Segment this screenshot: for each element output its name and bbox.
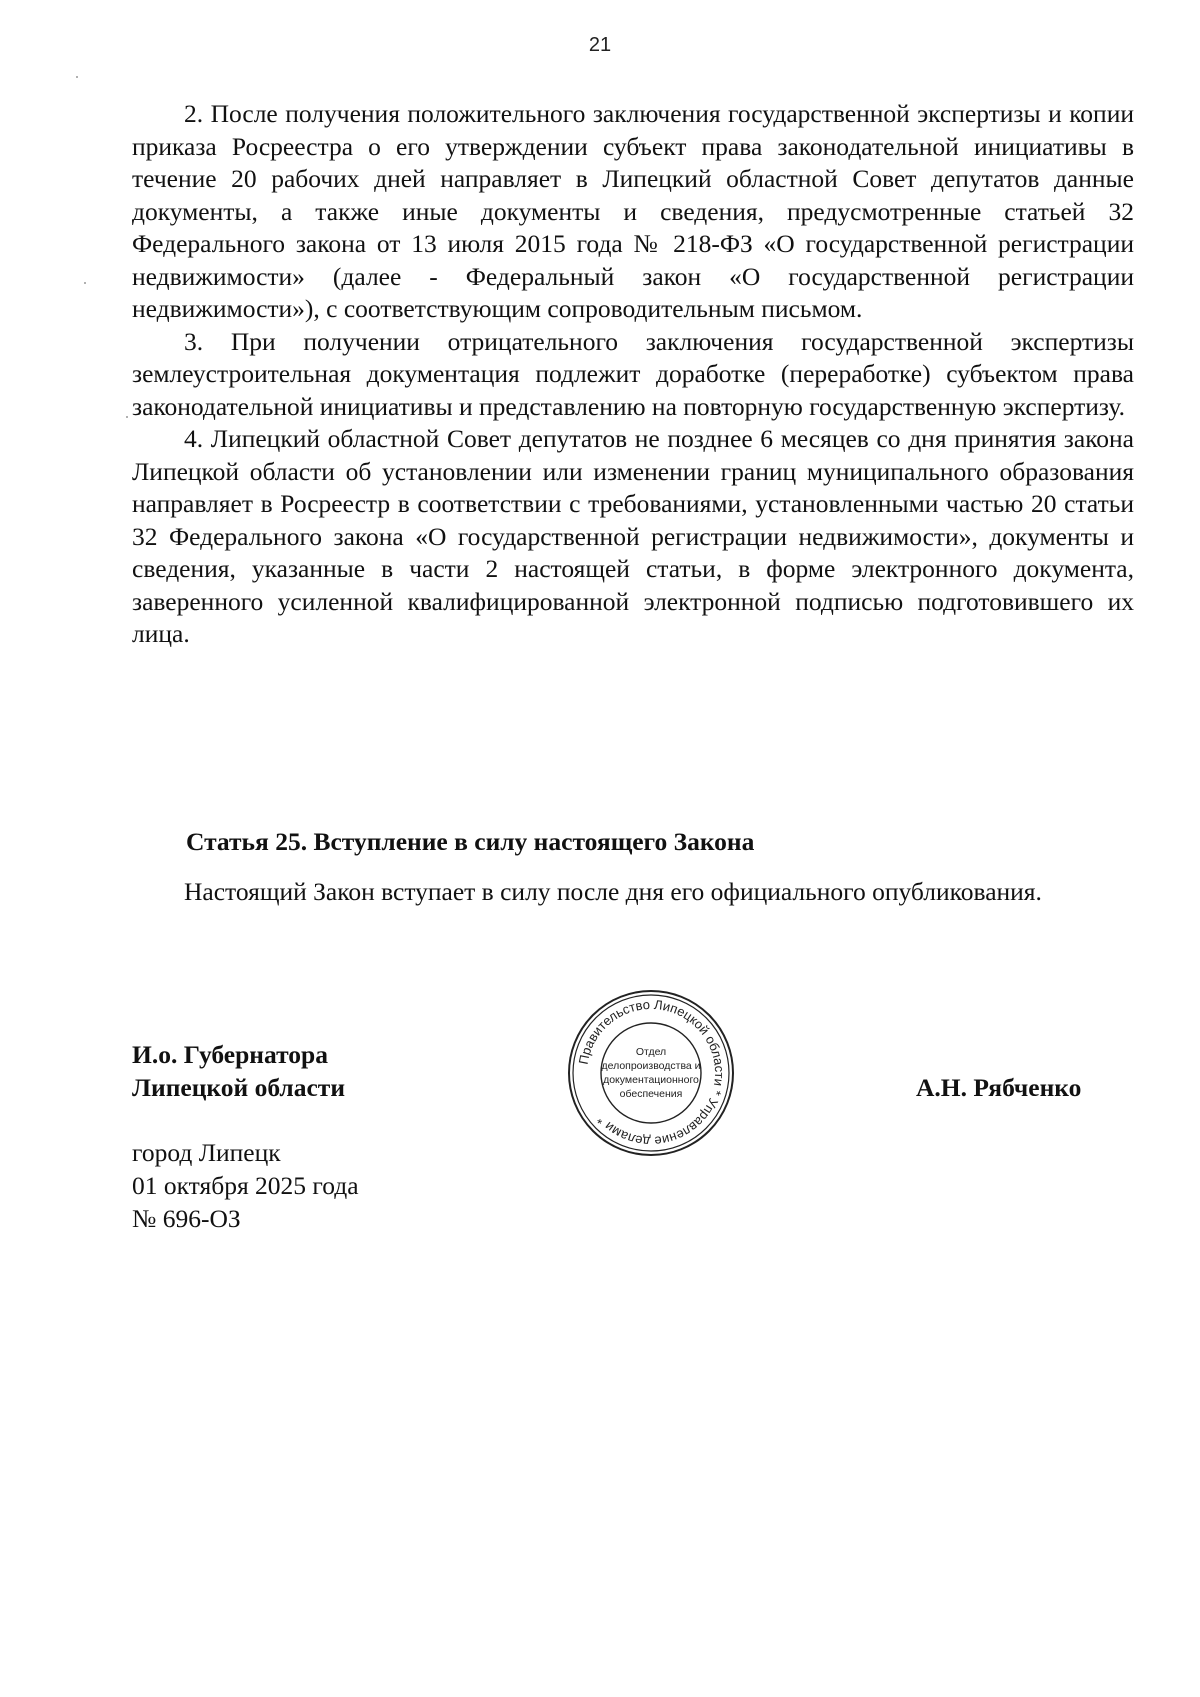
stamp-inner-line-2: делопроизводства и bbox=[601, 1060, 701, 1072]
article-25-paragraph: Настоящий Закон вступает в силу после дня его официального опубликования. bbox=[184, 877, 1042, 906]
paragraph-2: 2. После получения положительного заключения государственной экспертизы и копии приказа Росреестра о его утверждении субъект права законодательной инициативы в течение 20 рабочих дней направляет в Липецкий областной Совет депутатов данные документы, а также иные документы и сведения, предусмотренные статьей 32 Федерального закона от 13 июля 2015 года № 218-ФЗ «О государственной регистрации недвижимости» (далее - Федеральный закон «О государственной регистрации недвижимости»), с соответствующим сопроводительным письмом. bbox=[132, 99, 1134, 323]
stamp-inner-line-4: обеспечения bbox=[619, 1088, 683, 1100]
stamp-inner-line-3: документационного bbox=[603, 1074, 699, 1086]
date: 01 октября 2025 года bbox=[132, 1171, 359, 1200]
signatory-position-line-1: И.о. Губернатора bbox=[132, 1040, 328, 1069]
paragraph-3: 3. При получении отрицательного заключения государственной экспертизы землеустроительная документация подлежит доработке (переработке) субъектом права законодательной инициативы и представлению на повторную государственную экспертизу. bbox=[132, 326, 1134, 421]
article-25-heading: Статья 25. Вступление в силу настоящего Закона bbox=[186, 827, 755, 856]
article-24-body bbox=[132, 98, 1134, 651]
scan-speck bbox=[84, 282, 86, 284]
official-seal-stamp bbox=[566, 988, 736, 1158]
signatory-position bbox=[132, 1038, 345, 1104]
place-and-date-block bbox=[132, 1136, 359, 1235]
stamp-outer-text: Правительство Липецкой области * Управление делами * bbox=[575, 996, 728, 1150]
law-number: № 696-ОЗ bbox=[132, 1204, 241, 1233]
scan-speck bbox=[76, 76, 78, 78]
scan-speck bbox=[126, 416, 128, 418]
page-number: 21 bbox=[588, 34, 612, 56]
signatory-name: А.Н. Рябченко bbox=[916, 1073, 1082, 1102]
signatory-position-line-2: Липецкой области bbox=[132, 1073, 346, 1102]
stamp-inner-line-1: Отдел bbox=[635, 1046, 667, 1058]
article-25-body bbox=[132, 876, 1134, 909]
paragraph-4: 4. Липецкий областной Совет депутатов не позднее 6 месяцев со дня принятия закона Липецкой области об установлении или изменении границ муниципального образования направляет в Росреестр в соответствии с требованиями, установленными частью 20 статьи 32 Федерального закона «О государственной регистрации недвижимости», документы и сведения, указанные в части 2 настоящей статьи, в форме электронного документа, заверенного усиленной квалифицированной электронной подписью подготовившего их лица. bbox=[132, 424, 1134, 648]
place: город Липецк bbox=[132, 1138, 281, 1167]
